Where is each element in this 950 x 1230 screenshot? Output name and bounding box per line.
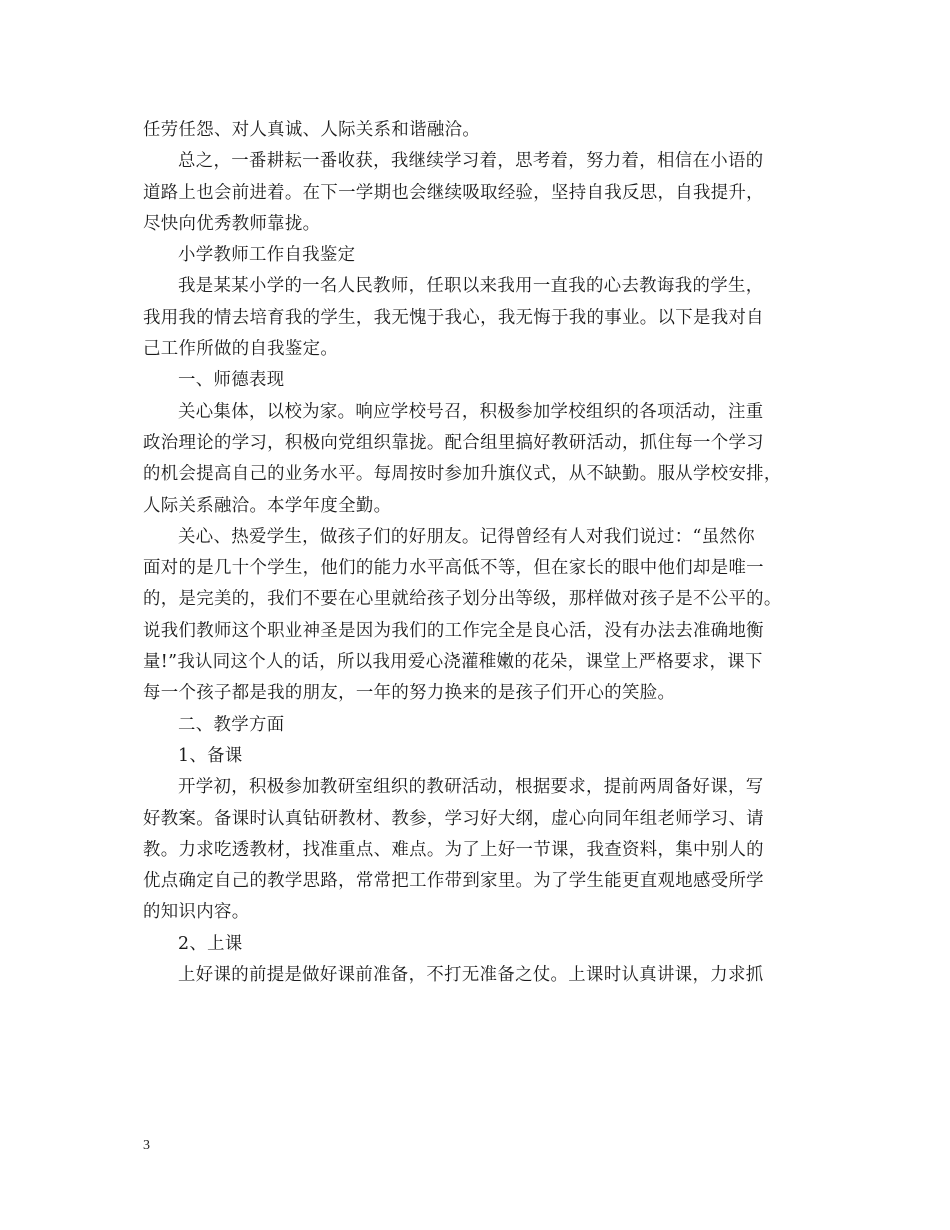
subsection-heading: 1、备课 <box>178 745 243 766</box>
text-line: 道路上也会前进着。在下一学期也会继续吸取经验，坚持自我反思，自我提升， <box>143 182 764 203</box>
section-heading: 一、师德表现 <box>178 370 285 391</box>
text-line: 优点确定自己的教学思路，常常把工作带到家里。为了学生能更直观地感受所学 <box>143 871 764 892</box>
text-line: 人际关系融洽。本学年度全勤。 <box>143 495 392 516</box>
subsection-heading: 2、上课 <box>178 933 243 954</box>
text-line: 教。力求吃透教材，找准重点、难点。为了上好一节课，我查资料，集中别人的 <box>143 839 764 860</box>
text-line: 好教案。备课时认真钻研教材、教参，学习好大纲，虚心向同年组老师学习、请 <box>143 808 764 829</box>
text-line: 任劳任怨、对人真诚、人际关系和谐融洽。 <box>143 120 481 140</box>
paragraph-start: 开学初，积极参加教研室组织的教研活动，根据要求，提前两周备好课，写 <box>178 777 764 798</box>
paragraph-start: 我是某某小学的一名人民教师，任职以来我用一直我的心去教诲我的学生， <box>178 276 764 297</box>
section-heading: 二、教学方面 <box>178 714 285 735</box>
text-line: 面对的是几十个学生，他们的能力水平高低不等，但在家长的眼中他们却是唯一 <box>143 558 764 579</box>
paragraph-start: 总之，一番耕耘一番收获，我继续学习着，思考着，努力着，相信在小语的 <box>178 151 764 172</box>
text-line: 己工作所做的自我鉴定。 <box>143 339 339 360</box>
text-line: 尽快向优秀教师靠拢。 <box>143 213 321 234</box>
paragraph-start: 关心集体，以校为家。响应学校号召，积极参加学校组织的各项活动，注重 <box>178 401 764 422</box>
text-line: 每一个孩子都是我的朋友，一年的努力换来的是孩子们开心的笑脸。 <box>143 683 676 704</box>
text-line: 的知识内容。 <box>143 902 250 923</box>
section-title: 小学教师工作自我鉴定 <box>178 245 356 266</box>
text-line: 量!”我认同这个人的话，所以我用爱心浇灌稚嫩的花朵，课堂上严格要求，课下 <box>143 652 763 673</box>
text-line: 的，是完美的，我们不要在心里就给孩子划分出等级，那样做对孩子是不公平的。 <box>143 589 782 610</box>
paragraph-start: 关心、热爱学生，做孩子们的好朋友。记得曾经有人对我们说过：“虽然你 <box>178 526 755 547</box>
text-line: 我用我的情去培育我的学生，我无愧于我心，我无悔于我的事业。以下是我对自 <box>143 307 764 328</box>
text-line: 说我们教师这个职业神圣是因为我们的工作完全是良心活，没有办法去准确地衡 <box>143 620 764 641</box>
page-number: 3 <box>143 1138 150 1153</box>
document-body <box>143 115 819 991</box>
text-line: 的机会提高自己的业务水平。每周按时参加升旗仪式，从不缺勤。服从学校安排， <box>143 464 782 485</box>
text-line: 政治理论的学习，积极向党组织靠拢。配合组里搞好教研活动，抓住每一个学习 <box>143 432 764 453</box>
paragraph-start: 上好课的前提是做好课前准备，不打无准备之仗。上课时认真讲课，力求抓 <box>178 965 764 986</box>
